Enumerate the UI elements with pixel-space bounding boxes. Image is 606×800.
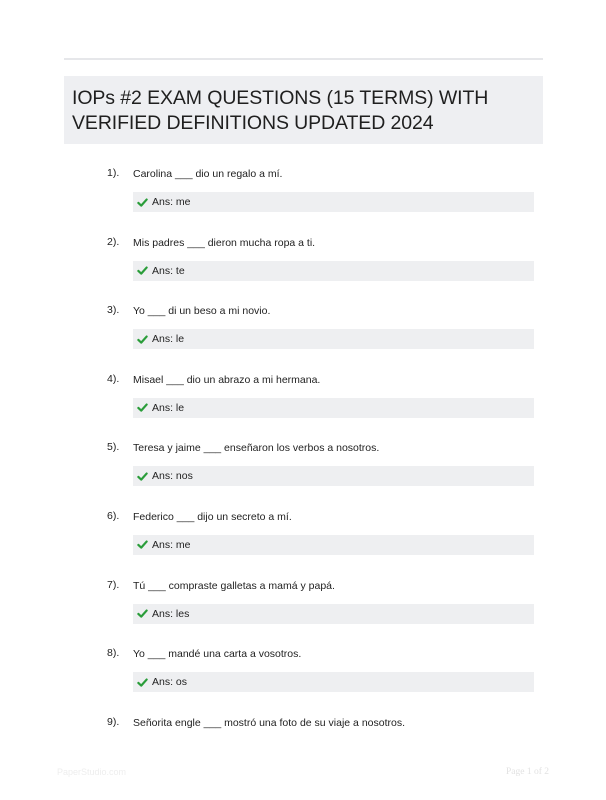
question-number: 3). [107, 304, 120, 317]
question-item [0, 507, 606, 576]
question-item [0, 233, 606, 302]
answer-box [133, 261, 534, 281]
answer-text: Ans: les [152, 607, 190, 620]
question-number: 1). [107, 167, 120, 179]
answer-text: Ans: nos [152, 470, 193, 483]
footer-watermark: PaperStudio.com [57, 767, 127, 777]
question-item [0, 301, 606, 370]
answer-text: Ans: me [152, 538, 191, 551]
question-item [0, 370, 606, 439]
check-icon [137, 334, 148, 345]
check-icon [137, 677, 148, 688]
question-text: Mis padres ___ dieron mucha ropa a ti. [133, 236, 316, 249]
top-divider [64, 58, 543, 60]
question-number: 5). [107, 441, 120, 454]
check-icon [137, 402, 148, 413]
answer-text: Ans: le [152, 333, 185, 346]
check-icon [137, 539, 148, 550]
answer-box [133, 192, 534, 212]
question-number: 4). [107, 372, 120, 385]
answer-text: Ans: le [152, 401, 185, 414]
answer-box [133, 329, 534, 349]
answer-text: Ans: os [152, 676, 188, 689]
question-text: Tú ___ compraste galletas a mamá y papá. [133, 579, 335, 592]
check-icon [137, 265, 148, 276]
question-list [0, 164, 606, 781]
question-item [0, 576, 606, 645]
question-item [0, 438, 606, 507]
answer-box [133, 466, 534, 486]
answer-box [133, 535, 534, 555]
question-text: Yo ___ di un beso a mi novio. [133, 305, 271, 318]
check-icon [137, 608, 148, 619]
check-icon [137, 471, 148, 482]
question-text: Yo ___ mandé una carta a vosotros. [133, 648, 302, 661]
answer-text: Ans: me [152, 196, 191, 208]
page-indicator: Page 1 of 2 [505, 767, 549, 777]
question-number: 2). [107, 235, 120, 248]
question-text: Misael ___ dio un abrazo a mi hermana. [133, 373, 321, 386]
answer-box [133, 672, 534, 692]
answer-box [133, 398, 534, 418]
question-number: 6). [107, 509, 120, 522]
question-text: Federico ___ dijo un secreto a mí. [133, 510, 292, 523]
answer-text: Ans: te [152, 264, 185, 277]
question-number: 7). [107, 578, 120, 591]
question-item [0, 644, 606, 713]
title-banner [64, 76, 543, 144]
question-text: Carolina ___ dio un regalo a mí. [133, 168, 283, 180]
question-number: 8). [107, 647, 120, 660]
document-title: IOPs #2 EXAM QUESTIONS (15 TERMS) WITH VERIFIED DEFINITIONS UPDATED 2024 [72, 87, 489, 134]
question-text: Señorita engle ___ mostró una foto de su viaje a nosotros. [133, 716, 406, 729]
question-number: 9). [107, 715, 120, 728]
question-text: Teresa y jaime ___ enseñaron los verbos a nosotros. [133, 442, 380, 455]
question-item [0, 164, 606, 233]
check-icon [137, 197, 148, 208]
answer-box [133, 604, 534, 624]
